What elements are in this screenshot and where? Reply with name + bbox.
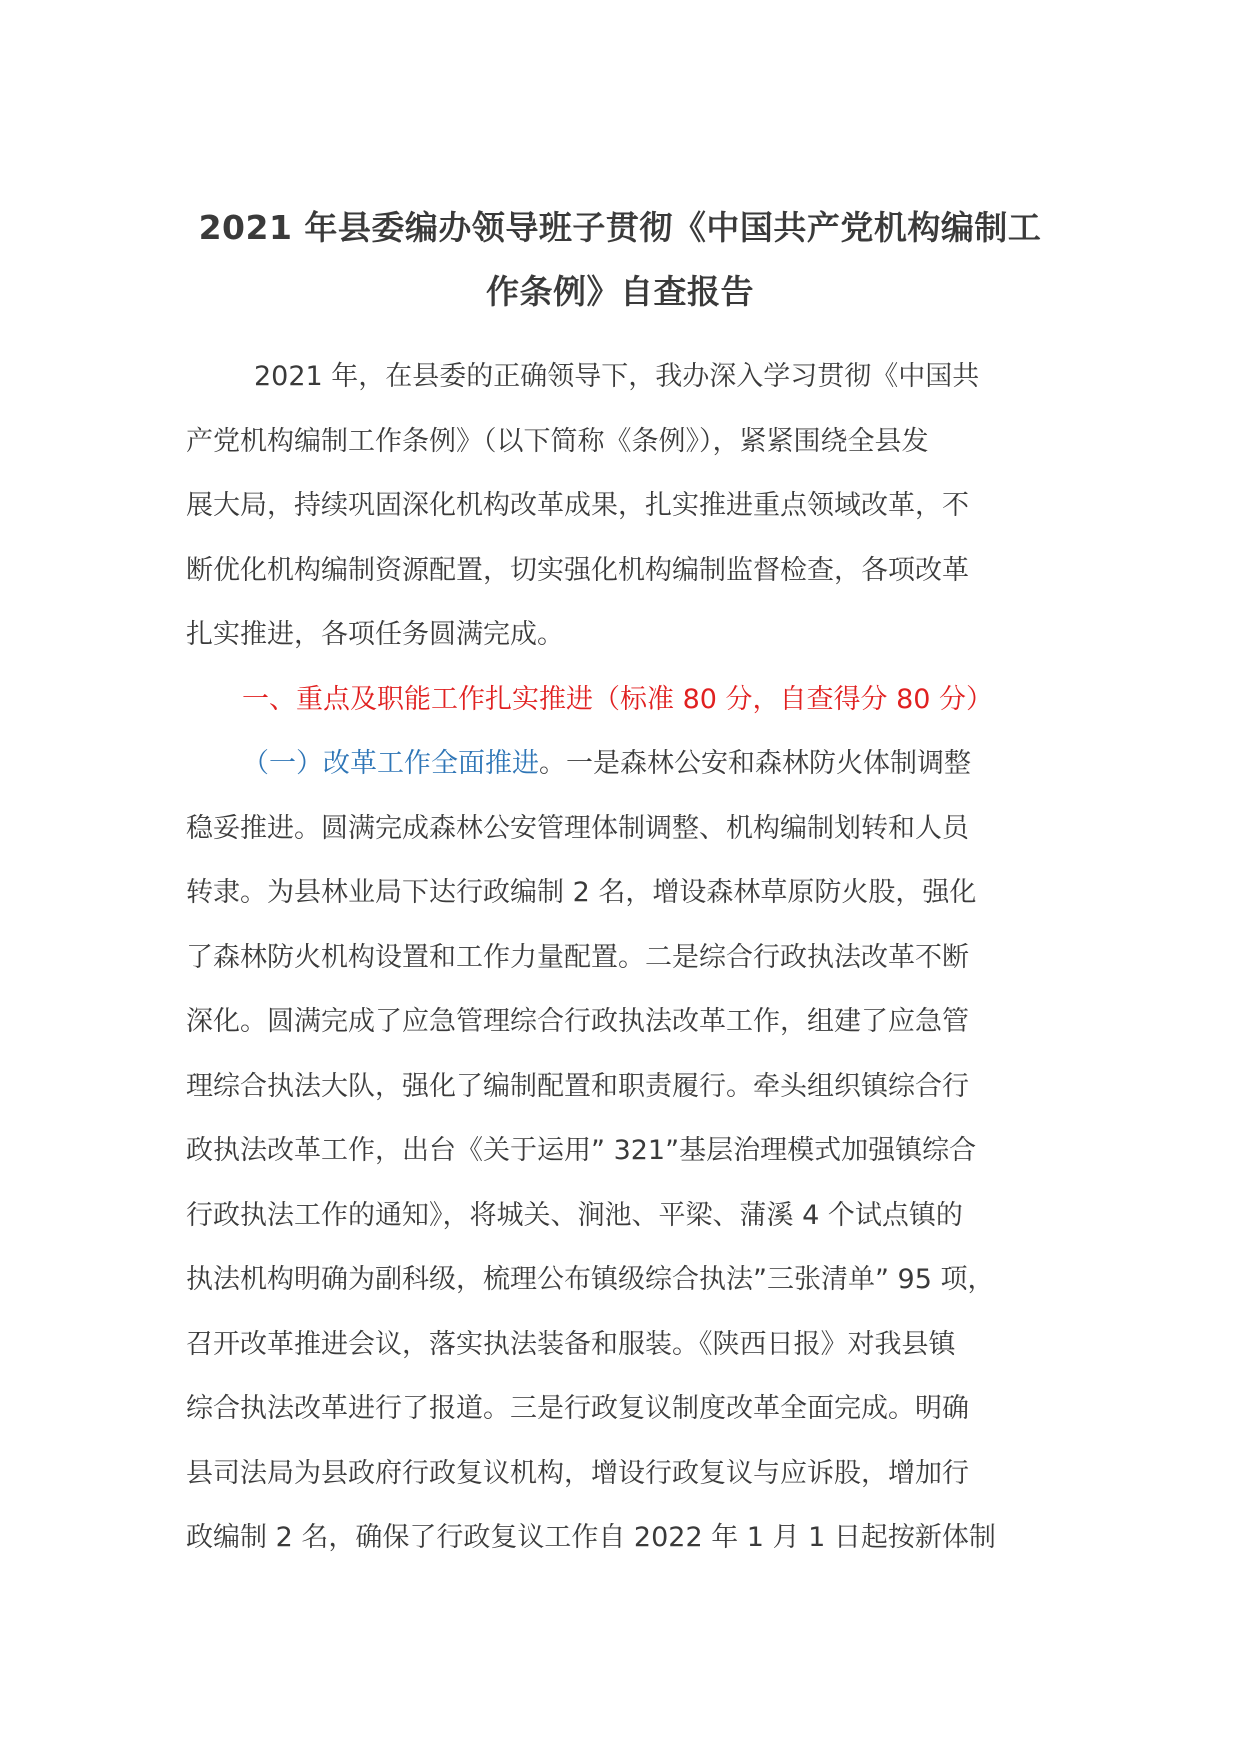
- document-body: [186, 345, 1066, 1571]
- body-line: 县司法局为县政府行政复议机构，增设行政复议与应诉股，增加行: [186, 1457, 969, 1489]
- subsection-first-line-text: 。一是森林公安和森林防火体制调整: [539, 748, 971, 779]
- subsection-first-line: [186, 732, 1066, 797]
- document-title: [150, 196, 1090, 324]
- body-line: 召开改革推进会议，落实执法装备和服装。《陕西日报》对我县镇: [186, 1328, 956, 1360]
- body-line: 政编制 2 名，确保了行政复议工作自 2022 年 1 月 1 日起按新体制: [186, 1522, 996, 1553]
- body-line: 了森林防火机构设置和工作力量配置。二是综合行政执法改革不断: [186, 941, 969, 973]
- body-line: 深化。圆满完成了应急管理综合行政执法改革工作，组建了应急管: [186, 1006, 969, 1037]
- intro-line: 产党机构编制工作条例》（以下简称《条例》），紧紧围绕全县发: [186, 425, 929, 457]
- subsection-heading: （一）改革工作全面推进: [242, 748, 539, 779]
- body-line: 综合执法改革进行了报道。三是行政复议制度改革全面完成。明确: [186, 1393, 969, 1424]
- body-line: 政执法改革工作，出台《关于运用” 321”基层治理模式加强镇综合: [186, 1135, 977, 1166]
- body-line: 转隶。为县林业局下达行政编制 2 名，增设森林草原防火股，强化: [186, 877, 977, 908]
- intro-line: 2021 年，在县委的正确领导下，我办深入学习贯彻《中国共: [254, 361, 980, 392]
- intro-line: 扎实推进，各项任务圆满完成。: [186, 619, 564, 650]
- body-line: 行政执法工作的通知》，将城关、涧池、平梁、蒲溪 4 个试点镇的: [186, 1199, 963, 1231]
- title-line: 2021 年县委编办领导班子贯彻《中国共产党机构编制工: [198, 208, 1042, 247]
- body-line: 理综合执法大队，强化了编制配置和职责履行。牵头组织镇综合行: [186, 1070, 969, 1102]
- intro-line: 断优化机构编制资源配置，切实强化机构编制监督检查，各项改革: [186, 554, 969, 586]
- intro-line: 展大局，持续巩固深化机构改革成果，扎实推进重点领域改革，不: [186, 490, 969, 521]
- body-line: 执法机构明确为副科级，梳理公布镇级综合执法”三张清单” 95 项，: [186, 1264, 995, 1295]
- title-line: 作条例》自查报告: [486, 272, 754, 311]
- section-heading: 一、重点及职能工作扎实推进（标准 80 分，自查得分 80 分）: [242, 683, 994, 715]
- body-line: 稳妥推进。圆满完成森林公安管理体制调整、机构编制划转和人员: [186, 812, 969, 844]
